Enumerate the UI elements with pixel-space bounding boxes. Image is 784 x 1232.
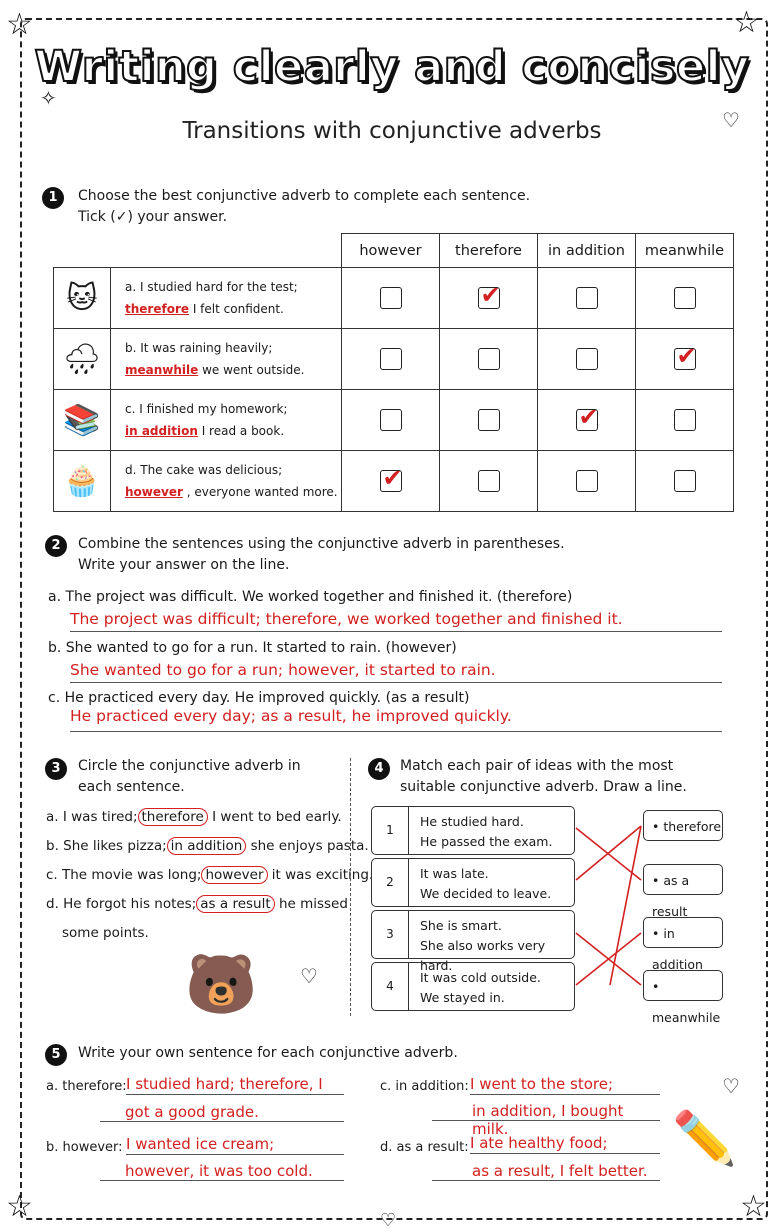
match-line (610, 826, 641, 985)
option-as-a-result[interactable]: • as a result (643, 864, 723, 895)
answer-line[interactable]: The project was difficult; therefore, we worked together and finished it. (70, 610, 722, 632)
answer-line[interactable]: I ate healthy food; (470, 1134, 660, 1154)
question-prompt: a. The project was difficult. We worked together and finished it. (therefore) (48, 589, 573, 605)
option-in-addition[interactable]: • in addition (643, 917, 723, 948)
answer-line[interactable]: got a good grade. (100, 1103, 344, 1122)
option-therefore[interactable]: • therefore (643, 810, 723, 841)
section3-instruction: Circle the conjunctive adverb in each sentence. (78, 758, 301, 795)
answer-text: therefore (125, 302, 189, 316)
answer-line[interactable]: I studied hard; therefore, I (126, 1075, 344, 1095)
option-meanwhile[interactable]: • meanwhile (643, 970, 723, 1001)
sentence-label: d. as a result: (380, 1140, 469, 1155)
header-however: however (342, 234, 440, 268)
pair-box: 3 She is smart. She also works very hard. (371, 910, 575, 959)
header-therefore: therefore (440, 234, 538, 268)
section-number: 2 (45, 535, 67, 557)
star-icon: ☆ (733, 5, 760, 40)
list-item: c. The movie was long; however it was exciting. (46, 867, 374, 883)
heart-icon: ♡ (722, 108, 740, 132)
sentence-label: c. in addition: (380, 1079, 469, 1094)
header-in-addition: in addition (538, 234, 636, 268)
answer-text: however (125, 485, 183, 499)
list-item: a. I was tired; therefore I went to bed early. (46, 809, 342, 825)
answer-text: meanwhile (125, 363, 199, 377)
pair-box: 4 It was cold outside. We stayed in. (371, 962, 575, 1011)
pair-box: 1 He studied hard. He passed the exam. (371, 806, 575, 855)
books-icon: 📚 (54, 390, 111, 451)
question-prompt: c. He practiced every day. He improved quickly. (as a result) (48, 690, 470, 706)
heart-icon: ♡ (300, 964, 318, 988)
circle-list: a. I was tired; therefore I went to bed early. b. She likes pizza; in addition she enjoys pasta. c. The movie was long; however it was exciting. d. He forgot his notes; as a result he missed some points. (46, 803, 373, 948)
section5-instruction: Write your own sentence for each conjunctive adverb. (78, 1045, 458, 1061)
pencil-cup-icon: ✏️ (672, 1109, 737, 1169)
table-row: 🧁 d. The cake was delicious; however , everyone wanted more. ✔ (54, 451, 734, 512)
section-number: 5 (45, 1044, 67, 1066)
sentence-label: b. however: (46, 1140, 123, 1155)
heart-icon: ♡ (722, 1074, 740, 1098)
heart-icon: ♡ (380, 1210, 397, 1231)
circled-adverb[interactable]: however (201, 866, 267, 884)
answer-line[interactable]: I wanted ice cream; (126, 1135, 344, 1155)
section4-instruction: Match each pair of ideas with the most suitable conjunctive adverb. Draw a line. (400, 758, 687, 795)
page-title: Writing clearly and concisely (34, 42, 750, 92)
cat-icon: 🐱 (54, 268, 111, 329)
table-row: 🐱 a. I studied hard for the test; therefore I felt confident. ✔ (54, 268, 734, 329)
pair-box: 2 It was late. We decided to leave. (371, 858, 575, 907)
page-subtitle: Transitions with conjunctive adverbs (182, 118, 602, 144)
star-icon: ☆ (740, 1189, 767, 1224)
section2-instruction: Combine the sentences using the conjunctive adverb in parentheses. Write your answer on the line. (78, 536, 565, 573)
list-item: b. She likes pizza; in addition she enjoys pasta. (46, 838, 369, 854)
sparkle-icon: ✧ (40, 86, 57, 110)
section-number: 4 (368, 758, 390, 780)
star-icon: ☆ (6, 1189, 33, 1224)
circled-adverb[interactable]: in addition (167, 837, 247, 855)
header-meanwhile: meanwhile (636, 234, 734, 268)
table-row: 🌧 b. It was raining heavily; meanwhile we went outside. ✔ (54, 329, 734, 390)
question-prompt: b. She wanted to go for a run. It started to rain. (however) (48, 640, 457, 656)
answer-line[interactable]: however, it was too cold. (100, 1162, 344, 1181)
answer-line[interactable]: I went to the store; (470, 1075, 660, 1095)
section-number: 3 (45, 758, 67, 780)
list-item: d. He forgot his notes; as a result he missed (46, 896, 348, 912)
section1-instruction: Choose the best conjunctive adverb to complete each sentence. Tick (✓) your answer. (78, 188, 531, 225)
star-icon: ☆ (6, 7, 33, 42)
circled-adverb[interactable]: therefore (138, 808, 208, 826)
cupcake-icon: 🧁 (54, 451, 111, 512)
answer-line[interactable]: She wanted to go for a run; however, it started to rain. (70, 661, 722, 683)
answer-line[interactable]: as a result, I felt better. (432, 1162, 660, 1181)
bear-writing-icon: 🐻 (185, 950, 258, 1018)
answer-line[interactable]: He practiced every day; as a result, he improved quickly. (70, 707, 722, 732)
answer-line[interactable]: in addition, I bought milk. (432, 1102, 660, 1121)
rain-cloud-icon: 🌧 (54, 329, 111, 390)
section-number: 1 (42, 187, 64, 209)
table-row: 📚 c. I finished my homework; in addition I read a book. ✔ (54, 390, 734, 451)
sentence-label: a. therefore: (46, 1079, 127, 1094)
circled-adverb[interactable]: as a result (196, 895, 274, 913)
answer-text: in addition (125, 424, 198, 438)
